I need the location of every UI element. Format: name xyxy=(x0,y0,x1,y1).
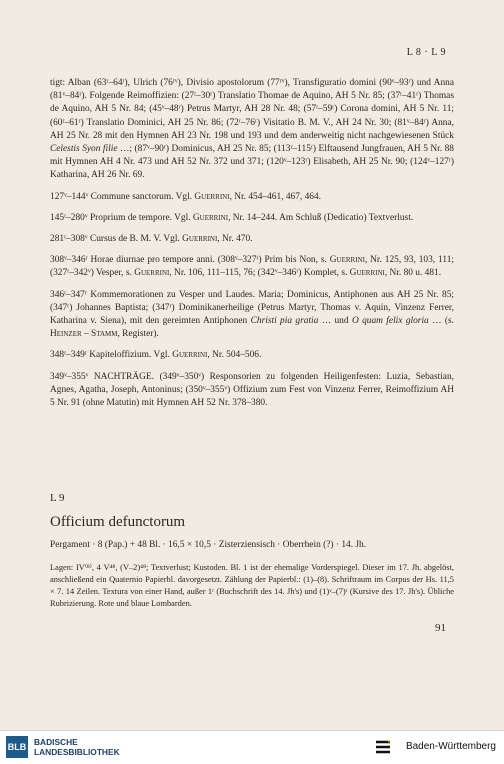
library-name-line2: LANDESBIBLIOTHEK xyxy=(34,747,120,757)
text-segment: , Nr. 454–461, 467, 464. xyxy=(229,191,321,202)
entry-paragraph xyxy=(50,254,454,280)
text-segment: , Nr. 470. xyxy=(217,234,253,245)
text-segment: Guerrini xyxy=(194,191,230,202)
entry-paragraph xyxy=(50,191,454,204)
text-segment: Guerrini xyxy=(172,350,208,361)
section-title: Officium defunctorum xyxy=(50,514,186,530)
catalog-entry-text xyxy=(50,77,454,418)
text-segment: Guerrini xyxy=(182,234,218,245)
text-segment: tigt: Alban (63ʳ–64ʳ), Ulrich (76ʳᵛ), Divisio apostolorum (77ʳᵛ), Transfiguratio domini (90ᵛ–93ʳ) und Anna (81ᵛ–84ʳ). Folgende Reimoffizien: (27ʳ–30ʳ) Translatio Thomae de Aquino, AH 5 Nr. 85; (37ʳ–41ʳ) Thomas de Aquino, AH 5 Nr. 84; (45ᵛ–48ʳ) Petrus Martyr, AH 28 Nr. 48; (57ʳ–59ʳ) Corona domini, AH 5 Nr. 11; (60ʳ–61ʳ) Translatio Dominici, AH 25 Nr. 86; (72ʳ–76ʳ) Visitatio B. M. V., AH 24 Nr. 30; (81ᵛ–84ʳ) Anna, AH 25 Nr. 28 mit den Hymnen AH 23 Nr. 198 und 193 und dem anderweitig nicht nachgewiesenen Stück xyxy=(50,78,454,141)
text-segment: Guerrini xyxy=(349,268,385,279)
entry-paragraph xyxy=(50,371,454,411)
text-segment: …; (87ᵛ–90ʳ) Dominicus, AH 25 Nr. 85; (113ʳ–115ʳ) Elftausend Jungfrauen, AH 5 Nr. 88 mit Hymnen AH 4 Nr. 473 und AH 52 Nr. 372 und 371; (120ᵛ–123ʳ) Elisabeth, AH 25 Nr. 90; (124ᵛ–127ʳ) Katharina, AH 26 Nr. 69. xyxy=(50,144,454,181)
section-label: L 9 xyxy=(50,492,65,504)
text-segment: 349ᵛ–355ᵛ NACHTRÄGE. (349ᵛ–350ᵛ) Responsorien zu folgenden Heiligenfesten: Luzia, Sebastian, Agnes, Agatha, Joseph, Antoninus; (350ᵛ–355ᵛ) Offizium zum Fest von Vinzenz Ferrer, Reimoffizium AH 5 Nr. 91 (ohne Matutin) mit Hymnen AH 52 Nr. 378–380. xyxy=(50,371,454,409)
page-number: 91 xyxy=(435,622,446,634)
entry-paragraph xyxy=(50,349,454,362)
text-segment: , Nr. 504–506. xyxy=(207,350,262,361)
state-name: Baden-Württemberg xyxy=(405,741,496,752)
blb-logo-icon: BLB xyxy=(6,736,28,758)
text-segment: 145ʳ–280ᵛ Proprium de tempore. Vgl. xyxy=(50,212,193,223)
running-head: L 8 · L 9 xyxy=(406,47,446,58)
text-segment: , Nr. 80 u. 481. xyxy=(384,268,442,279)
text-segment: O quam felix gloria xyxy=(351,316,429,327)
text-segment: … und xyxy=(318,316,352,327)
text-segment: Heinzer – Stamm xyxy=(50,329,118,340)
viewer-footer xyxy=(0,730,504,764)
manuscript-meta-line: Pergament · 8 (Pap.) + 48 Bl. · 16,5 × 10,5 · Zisterziensisch · Oberrhein (?) · 14. Jh. xyxy=(50,540,367,550)
text-segment: , Nr. 14–244. Am Schluß (Dedicatio) Textverlust. xyxy=(228,212,414,223)
text-segment: 281ʳ–308ᵛ Cursus de B. M. V. Vgl. xyxy=(50,234,183,245)
library-name xyxy=(34,737,120,757)
text-segment: , Register). xyxy=(117,329,159,340)
entry-paragraph xyxy=(50,212,454,225)
text-segment: 308ᵛ–346ʳ Horae diurnae pro tempore anni. (308ᵛ–327ʳ) Prim bis Non, s. xyxy=(50,255,330,266)
text-segment: , Nr. 106, 111–115, 76; (342ᵛ–346ʳ) Komplet, s. xyxy=(169,268,350,279)
text-segment: 348ʳ–349ʳ Kapiteloffizium. Vgl. xyxy=(50,350,173,361)
library-name-line1: BADISCHE xyxy=(34,737,78,747)
text-segment: 127ᵛ–144ᵛ Commune sanctorum. Vgl. xyxy=(50,191,195,202)
text-segment: Christi pia gratia xyxy=(250,316,319,327)
text-segment: … (s. xyxy=(428,316,455,327)
state-lions-icon xyxy=(374,739,392,755)
text-segment: Celestis Syon filie xyxy=(50,144,118,155)
text-segment: Guerrini xyxy=(192,212,229,223)
physical-description: Lagen: IV⁽⁸⁾, 4 V⁴⁸, (V–2)⁴⁸; Textverlust; Kustoden. Bl. 1 ist der ehemalige Vorderspiegel. Dieser im 17. Jh. abgelöst, anschließend ein Quaternio Papierbl. davorgesetzt. Zählung der Papierbl.: (1)–(8). Schriftraum im Corpus der Hs. 11,5 × 7. 14 Zeilen. Textura von einer Hand, außer 1ʳ (Buchschrift des 14. Jh's) und (1)ᵛ–(7)ʳ (Kursive des 17. Jh's). Übliche Rubrizierung. Rote und blaue Lombarden. xyxy=(50,563,454,608)
entry-paragraph xyxy=(50,233,454,246)
text-segment: , Nr. 125, 93, 103, 111; (327ʳ–342ᵛ) Vesper, s. xyxy=(50,255,454,279)
entry-paragraph xyxy=(50,289,454,342)
entry-paragraph xyxy=(50,77,454,183)
text-segment: Guerrini xyxy=(134,268,170,279)
text-segment: Guerrini xyxy=(329,255,365,266)
text-segment: 346ʳ–347ʳ Kommemorationen zu Vesper und Laudes. Maria; Dominicus, Antiphonen aus AH 25 Nr. 85; (347ʳ) Johannes Baptista; (347ʳ) Dominikanerheilige (Petrus Martyr, Thomas v. Aquin, Vinzenz Ferrer, Katharina v. Siena), mit den gereimten Antiphonen xyxy=(50,289,454,327)
